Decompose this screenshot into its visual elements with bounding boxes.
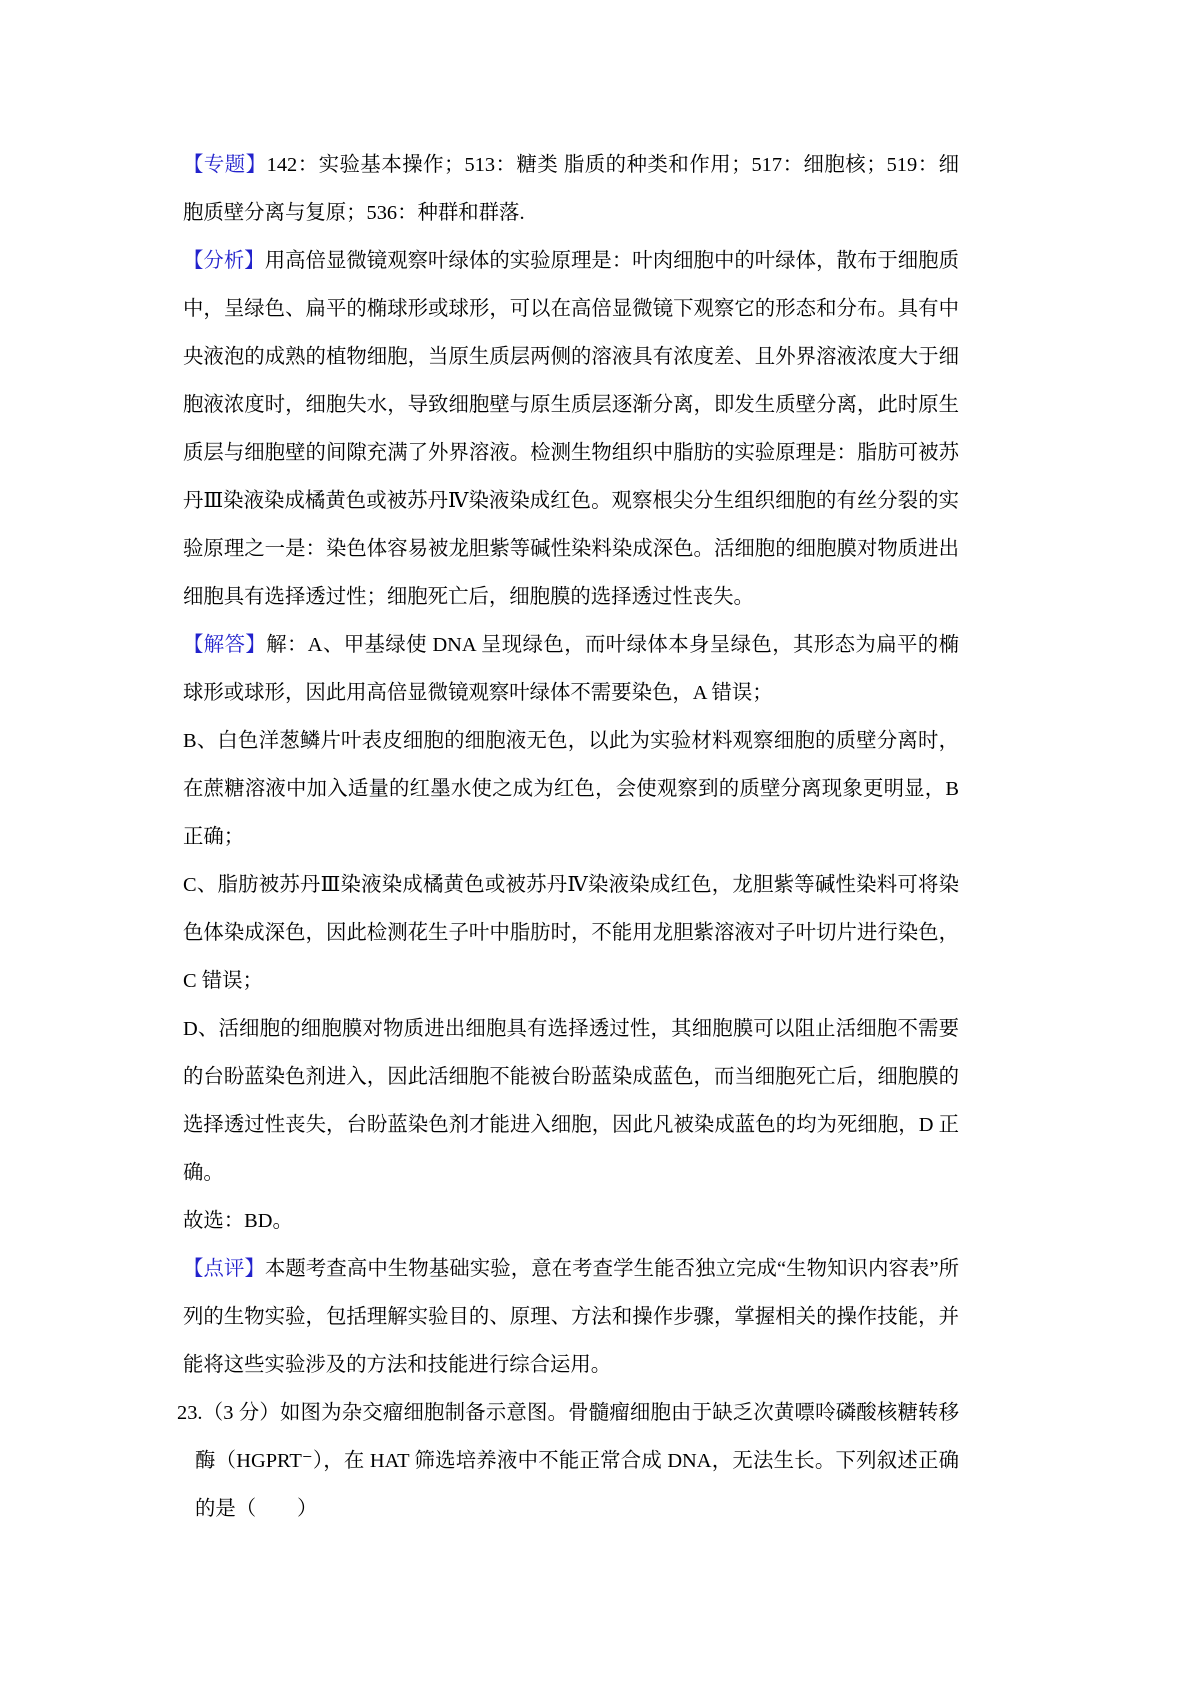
- analysis-tag: 【分析】: [183, 250, 265, 272]
- solution-option-c: [183, 861, 959, 1005]
- comment-tag: 【点评】: [183, 1258, 265, 1280]
- solution-option-d: [183, 1005, 959, 1197]
- question-score: （3 分）: [202, 1402, 280, 1424]
- solution-conclusion: [183, 1197, 959, 1245]
- analysis-paragraph: [183, 237, 959, 621]
- solution-option-c-text: C、脂肪被苏丹Ⅲ染液染成橘黄色或被苏丹Ⅳ染液染成红色，龙胆紫等碱性染料可将染色体染成深色，因此检测花生子叶中脂肪时，不能用龙胆紫溶液对子叶切片进行染色，C 错误；: [183, 874, 959, 992]
- analysis-text: 用高倍显微镜观察叶绿体的实验原理是：叶肉细胞中的叶绿体，散布于细胞质中，呈绿色、扁平的椭球形或球形，可以在高倍显微镜下观察它的形态和分布。具有中央液泡的成熟的植物细胞，当原生质层两侧的溶液具有浓度差、且外界溶液浓度大于细胞液浓度时，细胞失水，导致细胞壁与原生质层逐渐分离，即发生质壁分离，此时原生质层与细胞壁的间隙充满了外界溶液。检测生物组织中脂肪的实验原理是：脂肪可被苏丹Ⅲ染液染成橘黄色或被苏丹Ⅳ染液染成红色。观察根尖分生组织细胞的有丝分裂的实验原理之一是：染色体容易被龙胆紫等碱性染料染成深色。活细胞的细胞膜对物质进出细胞具有选择透过性；细胞死亡后，细胞膜的选择透过性丧失。: [183, 250, 959, 608]
- answer-content: [177, 141, 960, 1533]
- question-text: 如图为杂交瘤细胞制备示意图。骨髓瘤细胞由于缺乏次黄嘌呤磷酸核糖转移酶（HGPRT⁻），在 HAT 筛选培养液中不能正常合成 DNA，无法生长。下列叙述正确的是（ ）: [195, 1402, 960, 1520]
- topic-paragraph: [183, 141, 959, 237]
- topic-tag: 【专题】: [183, 154, 267, 176]
- solution-conclusion-text: 故选：BD。: [183, 1210, 293, 1232]
- topic-text: 142：实验基本操作；513：糖类 脂质的种类和作用；517：细胞核；519：细胞质壁分离与复原；536：种群和群落.: [183, 154, 959, 224]
- solution-paragraph-lead: [183, 621, 959, 717]
- question-number: 23.: [177, 1402, 203, 1424]
- solution-option-b: [183, 717, 959, 861]
- question-23: [177, 1389, 959, 1533]
- solution-lead-text: 解：A、甲基绿使 DNA 呈现绿色，而叶绿体本身呈绿色，其形态为扁平的椭球形或球形，因此用高倍显微镜观察叶绿体不需要染色，A 错误；: [183, 634, 960, 704]
- solution-tag: 【解答】: [183, 634, 267, 656]
- comment-text: 本题考查高中生物基础实验，意在考查学生能否独立完成“生物知识内容表”所列的生物实验，包括理解实验目的、原理、方法和操作步骤，掌握相关的操作技能，并能将这些实验涉及的方法和技能进行综合运用。: [183, 1258, 960, 1376]
- solution-option-d-text: D、活细胞的细胞膜对物质进出细胞具有选择透过性，其细胞膜可以阻止活细胞不需要的台盼蓝染色剂进入，因此活细胞不能被台盼蓝染成蓝色，而当细胞死亡后，细胞膜的选择透过性丧失，台盼蓝染色剂才能进入细胞，因此凡被染成蓝色的均为死细胞，D 正确。: [183, 1018, 959, 1184]
- solution-option-b-text: B、白色洋葱鳞片叶表皮细胞的细胞液无色，以此为实验材料观察细胞的质壁分离时，在蔗糖溶液中加入适量的红墨水使之成为红色，会使观察到的质壁分离现象更明显，B 正确；: [183, 730, 959, 848]
- comment-paragraph: [183, 1245, 959, 1389]
